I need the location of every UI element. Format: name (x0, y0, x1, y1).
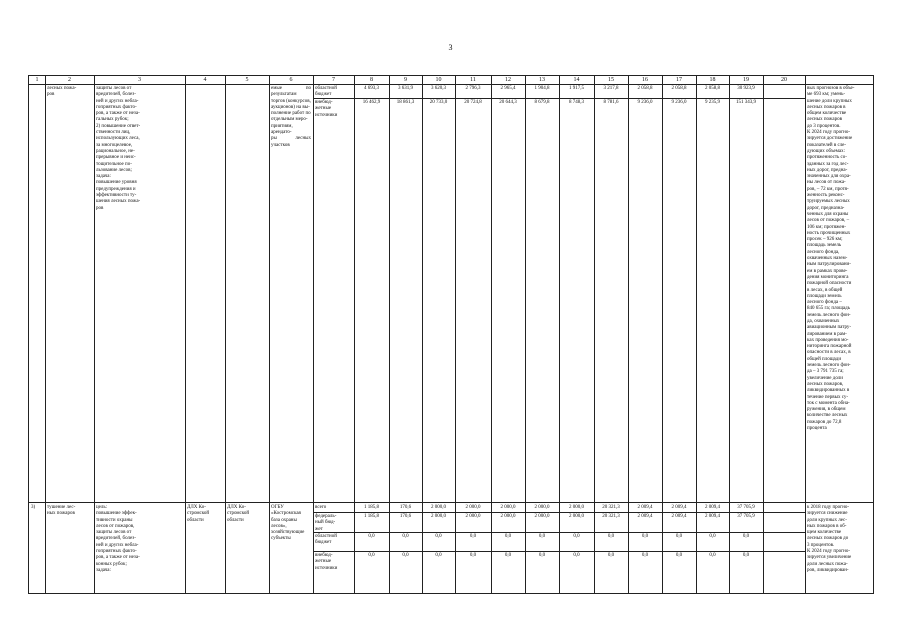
amount-cell: 3 631,9 (398, 86, 413, 91)
amount-cell: 18 861,3 (396, 100, 415, 105)
amount-cell: 2 009,4 (671, 505, 687, 510)
header-cell: 1 (35, 77, 39, 83)
amount-cell: 2 058,8 (671, 86, 687, 91)
funding-source: федераль- ный бюд- жет (315, 514, 337, 532)
header-cell: 7 (332, 77, 335, 83)
amount-cell: 0,0 (402, 534, 409, 539)
header-cell: 17 (676, 77, 682, 83)
measure-name: лесных пожа- ров (47, 86, 77, 98)
amount-cell: 170,6 (399, 514, 412, 519)
amount-cell: 0,0 (538, 534, 546, 539)
amount-cell: 16 462,9 (362, 100, 381, 105)
amount-cell: 0,0 (573, 534, 580, 539)
amount-cell: 9 236,0 (671, 100, 687, 105)
amount-cell: 20 321,3 (602, 505, 620, 510)
amount-cell: 1 904,8 (534, 86, 550, 91)
amount-cell: 0,0 (742, 534, 750, 539)
amount-cell: 20 644,3 (499, 100, 517, 105)
funding-source: внебюд- жетные источники (315, 553, 338, 571)
header-cell: 9 (404, 77, 407, 83)
amount-cell: 0,0 (368, 534, 375, 539)
amount-cell: 0,0 (709, 534, 716, 539)
amount-cell: 9 235,9 (705, 100, 720, 105)
executors: ОГБУ «Костромская база охраны лесов», хозяйствующие субъекты (271, 505, 305, 542)
header-cell: 5 (245, 77, 249, 83)
amount-cell: 0,0 (469, 534, 477, 539)
amount-cell: 0,0 (402, 553, 409, 558)
amount-cell: 170,6 (399, 505, 412, 510)
amount-cell: 37 705,9 (737, 514, 755, 519)
amount-cell: 8 781,6 (603, 100, 619, 105)
header-cell: 3 (138, 77, 141, 83)
amount-cell: 9 236,0 (637, 100, 653, 105)
page-number: 3 (448, 43, 453, 52)
header-cell: 16 (642, 77, 648, 83)
amount-cell: 2 009,4 (671, 514, 687, 519)
amount-cell: 0,0 (742, 553, 750, 558)
amount-cell: 0,0 (368, 553, 375, 558)
amount-cell: 0,0 (469, 553, 477, 558)
header-cell: 14 (573, 77, 580, 83)
amount-cell: 2 000,0 (569, 505, 584, 510)
funding-source: всего (315, 505, 327, 510)
funding-source: областной бюджет (315, 534, 337, 546)
amount-cell: 2 000,0 (569, 514, 584, 519)
amount-cell: 20 733,0 (429, 100, 448, 105)
header-cell: 15 (608, 77, 614, 83)
funding-source: областной бюджет (315, 86, 337, 98)
header-cell: 10 (435, 77, 442, 83)
amount-cell: 3 217,8 (603, 86, 619, 91)
amount-cell: 0,0 (675, 553, 683, 558)
amount-cell: 0,0 (641, 553, 649, 558)
amount-cell: 2 009,4 (637, 505, 653, 510)
amount-cell: 0,0 (504, 553, 512, 558)
amount-cell: 2 009,4 (705, 514, 720, 519)
amount-cell: 4 693,3 (364, 86, 379, 91)
goals-and-tasks: защиты лесов от вредителей, болез- ней и других небла- гоприятных факто- ров, а также от неза- гальных рубок; 2) повышение ответ- ственности лиц, использующих леса, за многоцелевое, рациональное, не- прерывное и неис- тощительное по- льзование лесов; задача: повышение уровня предупреждения и эффективности ту- шения лесных пожа- ров (96, 86, 141, 211)
amount-cell: 37 705,9 (737, 505, 755, 510)
header-cell: 11 (470, 77, 476, 83)
budget-table (28, 75, 874, 594)
amount-cell: 0,0 (641, 534, 649, 539)
header-cell: 4 (203, 77, 207, 83)
amount-cell: 0,0 (435, 534, 442, 539)
amount-cell: 20 321,3 (602, 514, 620, 519)
amount-cell: 8 679,8 (534, 100, 550, 105)
header-cell: 13 (539, 77, 545, 83)
amount-cell: 2 000,0 (431, 514, 446, 519)
amount-cell: 2 000,0 (431, 505, 446, 510)
coexecutor: ДЛХ Ко- стромской области (227, 505, 250, 523)
row-number: 3) (31, 505, 36, 510)
amount-cell: 2 000,0 (500, 505, 516, 510)
amount-cell: 0,0 (607, 553, 615, 558)
amount-cell: 2 000,0 (534, 514, 550, 519)
amount-cell: 2 000,0 (465, 505, 481, 510)
amount-cell: 0,0 (607, 534, 615, 539)
header-cell: 8 (370, 77, 373, 83)
executors: емые по результатам торгов (конкурсов, аукционов) на вы- полнение работ по отдельным меро- приятиям, арендато- ры лесных участков (271, 86, 311, 148)
header-cell: 6 (289, 77, 293, 83)
amount-cell: 1 185,8 (364, 514, 379, 519)
expected-result: вых прогнозов в объе- ме 693 км; умень- шение доли крупных лесных пожаров в общем количестве лесных пожаров до 3 процентов. К 2024 году прогно- зируется достижение показателей в сле- дующих объемах: протяженность со- зданных за год лес- ных дорог, предна- значенных для охра- ны лесов от пожа- ров, – 72 км, протя- женность реконс- труируемых лесных дорог, предназна- ченных для охраны лесов от пожаров, – 106 км; протяжен- ность прочищенных просек – 926 км; площадь земель лесного фонда, охваченных назем- ным патрулировани- ем в рамках прове- дения мониторинга пожарной опасности в лесах, в общей площади земель лесного фонда – 840 655 га; площадь земель лесного фон- да, охваченных авиационным патру- лированием в рам- ках проведения мо- ниторинга пожарной опасности в лесах, в общей площади земель лесного фон- да – 3 791 735 га; увеличение доли лесных пожаров, ликвидированных в течение первых су- ток с момента обна- ружения, в общем количестве лесных пожаров до 72,8 процента (807, 86, 855, 432)
amount-cell: 1 917,5 (569, 86, 584, 91)
amount-cell: 0,0 (573, 553, 580, 558)
header-cell: 18 (709, 77, 716, 83)
amount-cell: 2 009,4 (705, 505, 720, 510)
amount-cell: 0,0 (709, 553, 716, 558)
header-cell: 20 (781, 77, 787, 83)
amount-cell: 0,0 (675, 534, 683, 539)
amount-cell: 151 343,9 (736, 100, 756, 105)
amount-cell: 0,0 (538, 553, 546, 558)
amount-cell: 2 009,4 (637, 514, 653, 519)
expected-result: к 2018 году прогно- зируется снижение доли крупных лес- ных пожаров в об- щем количестве лесных пожаров до 3 процентов. К 2024 году прогно- зируется увеличение доли лесных пожа- ров, ликвидирован- (807, 505, 852, 573)
amount-cell: 1 185,8 (364, 505, 379, 510)
amount-cell: 3 620,3 (431, 86, 446, 91)
amount-cell: 2 000,0 (500, 514, 516, 519)
funding-source: внебюд- жетные источники (315, 100, 338, 118)
amount-cell: 2 058,8 (637, 86, 653, 91)
amount-cell: 30 923,9 (737, 86, 755, 91)
header-cell: 2 (68, 77, 71, 83)
header-cell: 19 (743, 77, 749, 83)
amount-cell: 2 000,0 (534, 505, 550, 510)
amount-cell: 20 724,8 (464, 100, 482, 105)
amount-cell: 8 748,3 (569, 100, 584, 105)
amount-cell: 2 796,3 (465, 86, 481, 91)
amount-cell: 0,0 (435, 553, 442, 558)
amount-cell: 0,0 (504, 534, 512, 539)
amount-cell: 2 058,8 (705, 86, 720, 91)
amount-cell: 2 965,4 (500, 86, 516, 91)
responsible-executor: ДЛХ Ко- стромской области (187, 505, 210, 523)
goals-and-tasks: цель: повышение эффек- тивности охраны лесов от пожаров, защиты лесов от вредителей, болез- ней и других небла- гоприятных факто- ров, а также от неза- конных рубок; задача: (96, 505, 140, 573)
measure-name: тушение лес- ных пожаров (47, 505, 76, 517)
header-cell: 12 (505, 77, 511, 83)
amount-cell: 2 000,0 (465, 514, 481, 519)
